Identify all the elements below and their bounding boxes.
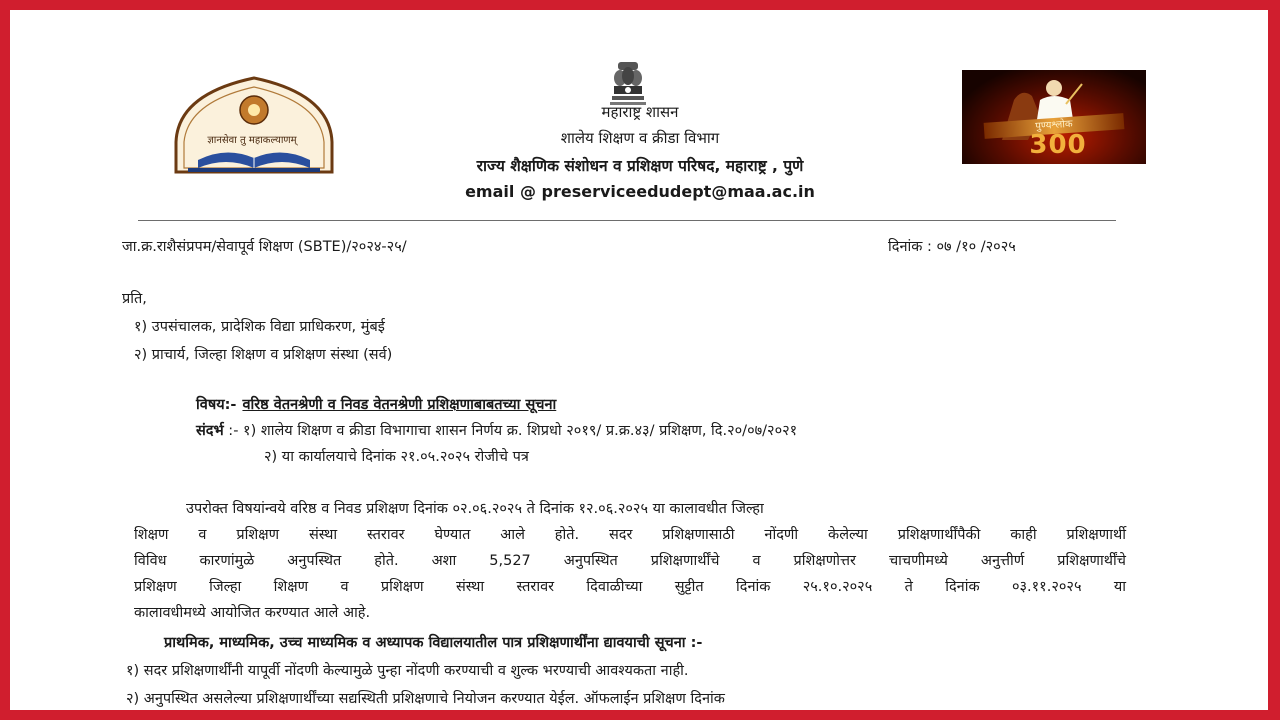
reference-separator: :-	[223, 423, 244, 439]
banner-number: 300	[1029, 130, 1087, 160]
commemoration-banner	[962, 70, 1146, 164]
header-email: email @ preserviceedudept@maa.ac.in	[465, 182, 815, 201]
instruction-point-2: २) अनुपस्थित असलेल्या प्रशिक्षणार्थींच्या सद्यस्थिती प्रशिक्षणाचे नियोजन करण्यात येईल. ऑफलाईन प्रशिक्षण दिनांक	[126, 691, 725, 707]
instructions-heading: प्राथमिक, माध्यमिक, उच्च माध्यमिक व अध्यापक विद्यालयातील पात्र प्रशिक्षणार्थींना द्यावयाची सूचना :-	[164, 635, 703, 651]
subject-label: विषय:-	[196, 397, 237, 413]
letter-number: जा.क्र.राशैसंप्रपम/सेवापूर्व शिक्षण (SBTE)/२०२४-२५/	[122, 239, 407, 255]
letter-date: दिनांक : ०७ /१० /२०२५	[888, 239, 1016, 255]
body-line-1: उपरोक्त विषयांन्वये वरिष्ठ व निवड प्रशिक्षण दिनांक ०२.०६.२०२५ ते दिनांक १२.०६.२०२५ या कालावधीत जिल्हा	[186, 501, 764, 517]
body-line-5: कालावधीमध्ये आयोजित करण्यात आले आहे.	[134, 605, 371, 621]
subject-line	[196, 394, 556, 414]
header-divider	[138, 220, 1116, 221]
recipient-1: १) उपसंचालक, प्रादेशिक विद्या प्राधिकरण, मुंबई	[134, 319, 385, 335]
body-line-3: विविध कारणांमुळे अनुपस्थित होते. अशा 5,527 अनुपस्थित प्रशिक्षणार्थींचे व प्रशिक्षणोत्तर चाचणीमध्ये अनुत्तीर्ण प्रशिक्षणार्थींचे	[134, 553, 1126, 569]
subject-text: वरिष्ठ वेतनश्रेणी व निवड वेतनश्रेणी प्रशिक्षणाबाबतच्या सूचना	[242, 397, 557, 413]
national-emblem-icon	[608, 60, 648, 108]
recipient-label: प्रति,	[122, 291, 147, 307]
body-line-2: शिक्षण व प्रशिक्षण संस्था स्तरावर घेण्यात आले होते. सदर प्रशिक्षणासाठी नोंदणी केलेल्या प्रशिक्षणार्थींपैकी काही प्रशिक्षणार्थी	[134, 527, 1126, 543]
scert-logo	[168, 72, 340, 180]
header-government: महाराष्ट्र शासन	[601, 103, 679, 121]
logo-motto: ज्ञानसेवा तु महाकल्याणम्	[207, 135, 297, 146]
letter-page	[10, 10, 1268, 710]
banner-ribbon-text: पुण्यश्लोक	[984, 113, 1125, 139]
header-department: शालेय शिक्षण व क्रीडा विभाग	[560, 129, 720, 147]
body-line-4: प्रशिक्षण जिल्हा शिक्षण व प्रशिक्षण संस्था स्तरावर दिवाळीच्या सुट्टीत दिनांक २५.१०.२०२५ ते दिनांक ०३.११.२०२५ या	[134, 579, 1126, 595]
header-council: राज्य शैक्षणिक संशोधन व प्रशिक्षण परिषद, महाराष्ट्र , पुणे	[476, 157, 804, 175]
instruction-point-1: १) सदर प्रशिक्षणार्थींनी यापूर्वी नोंदणी केल्यामुळे पुन्हा नोंदणी करण्याची व शुल्क भरण्याची आवश्यकता नाही.	[126, 663, 689, 679]
reference-label: संदर्भ	[196, 423, 224, 439]
reference-line-1	[196, 420, 797, 440]
reference-item-2: २) या कार्यालयाचे दिनांक २१.०५.२०२५ रोजीचे पत्र	[264, 449, 529, 465]
recipient-2: २) प्राचार्य, जिल्हा शिक्षण व प्रशिक्षण संस्था (सर्व)	[134, 347, 393, 363]
reference-item-1: १) शालेय शिक्षण व क्रीडा विभागाचा शासन निर्णय क्र. शिप्रधो २०१९/ प्र.क्र.४३/ प्रशिक्षण, दि.२०/०७/२०२१	[243, 423, 798, 439]
